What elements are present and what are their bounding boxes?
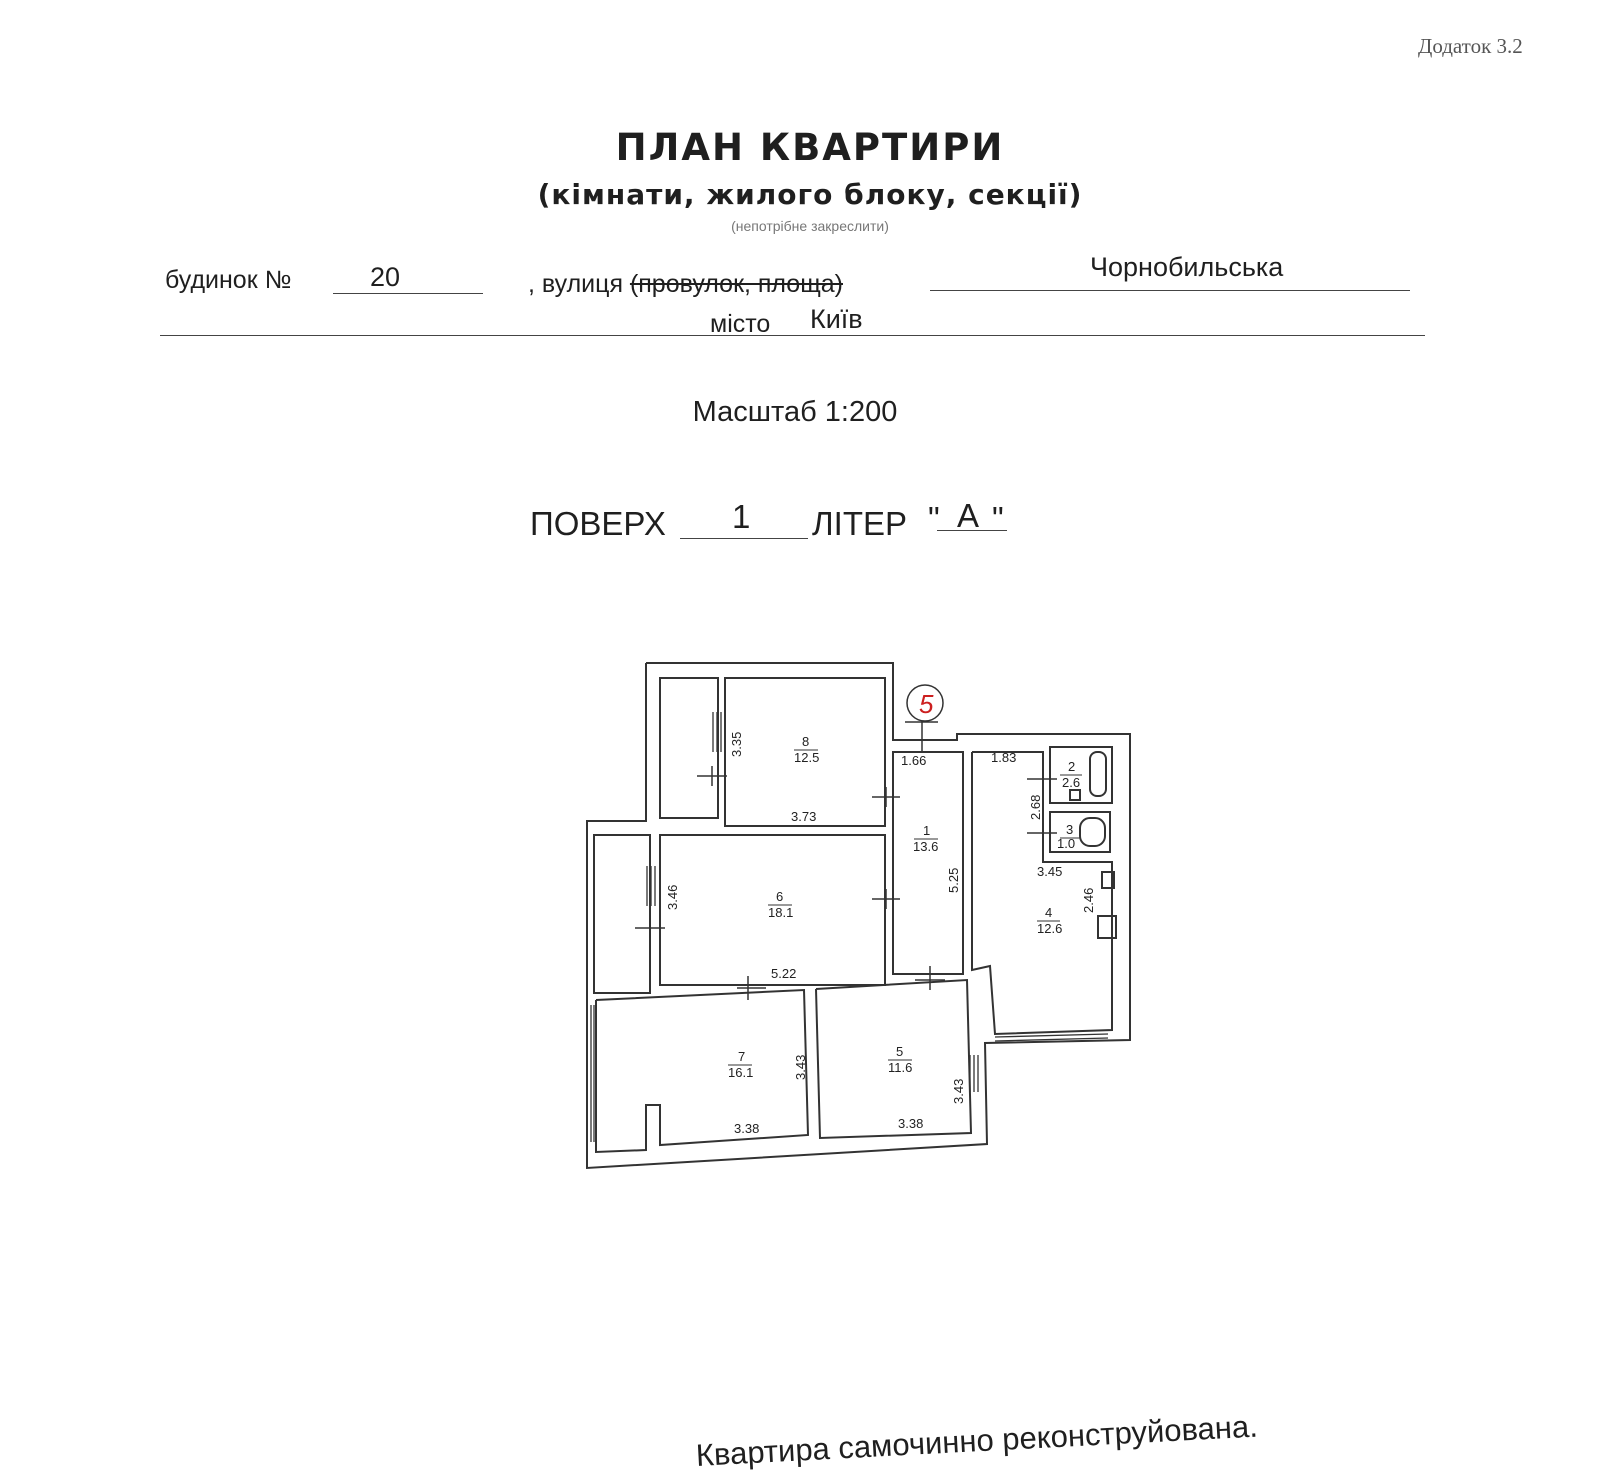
dimension-label: 5.22 xyxy=(771,966,797,981)
strike-note: (непотрібне закреслити) xyxy=(731,218,889,234)
city-label: місто xyxy=(710,310,771,338)
letter-close-quote: " xyxy=(992,500,1004,537)
letter-value: А xyxy=(957,497,980,534)
dimension-label: 2.68 xyxy=(1028,794,1043,820)
dimension-label: 3.73 xyxy=(791,809,817,824)
room-area: 1.0 xyxy=(1057,836,1076,851)
city-value: Київ xyxy=(810,304,863,334)
document-title: ПЛАН КВАРТИРИ xyxy=(615,126,1005,169)
toilet-icon xyxy=(1080,818,1105,846)
room-number: 7 xyxy=(738,1049,746,1064)
document-subtitle: (кімнати, жилого блоку, секції) xyxy=(537,178,1083,211)
reconstruction-note: Квартира самочинно реконструйована. xyxy=(695,1408,1259,1473)
house-number-value: 20 xyxy=(370,262,401,292)
room-7-wall xyxy=(596,990,808,1152)
room-area: 16.1 xyxy=(728,1065,754,1080)
room-5-wall xyxy=(816,980,971,1138)
room-number: 1 xyxy=(923,823,931,838)
dimension-label: 3.38 xyxy=(734,1121,760,1136)
plan-windows xyxy=(591,712,1108,1142)
room-area: 13.6 xyxy=(913,839,939,854)
scale-label: Масштаб 1:200 xyxy=(692,396,898,428)
dimension-label: 5.25 xyxy=(946,867,961,893)
balcony-top-wall xyxy=(660,678,718,818)
room-number: 4 xyxy=(1045,905,1053,920)
room-area: 12.6 xyxy=(1037,921,1063,936)
bathtub-icon xyxy=(1090,752,1106,796)
dimension-label: 3.38 xyxy=(898,1116,924,1131)
dimension-label: 1.83 xyxy=(991,750,1017,765)
street-value: Чорнобильська xyxy=(1090,252,1284,282)
room-number: 5 xyxy=(896,1044,904,1059)
room-1-wall xyxy=(893,752,963,974)
room-number: 6 xyxy=(776,889,784,904)
dimension-label: 3.43 xyxy=(951,1078,966,1104)
room-number: 3 xyxy=(1066,822,1074,837)
dimension-label: 3.35 xyxy=(729,731,744,757)
letter-open-quote: " xyxy=(928,500,940,537)
dimension-label: 3.43 xyxy=(793,1054,808,1080)
room-area: 18.1 xyxy=(768,905,794,920)
room-area: 11.6 xyxy=(888,1060,913,1075)
house-number-label: будинок № xyxy=(165,266,292,294)
dimension-label: 3.45 xyxy=(1037,864,1063,879)
appendix-label: Додаток 3.2 xyxy=(1418,34,1523,58)
dimension-label: 3.46 xyxy=(665,884,680,910)
room-area: 12.5 xyxy=(794,750,820,765)
room-number: 2 xyxy=(1068,759,1076,774)
stove-icon xyxy=(1098,916,1116,938)
dimension-label: 1.66 xyxy=(901,753,927,768)
letter-label: ЛІТЕР xyxy=(812,505,908,542)
street-label-prefix: , вулиця xyxy=(528,270,623,298)
street-label-struck: (провулок, площа) xyxy=(629,270,843,298)
floor-label: ПОВЕРХ xyxy=(530,505,666,542)
room-number: 8 xyxy=(802,734,810,749)
left-strip-wall xyxy=(594,835,650,993)
dimension-label: 2.46 xyxy=(1081,887,1096,913)
marker-value: 5 xyxy=(919,689,934,719)
room-area: 2.6 xyxy=(1062,775,1081,790)
floor-value: 1 xyxy=(732,498,751,535)
sink-icon xyxy=(1070,790,1080,800)
